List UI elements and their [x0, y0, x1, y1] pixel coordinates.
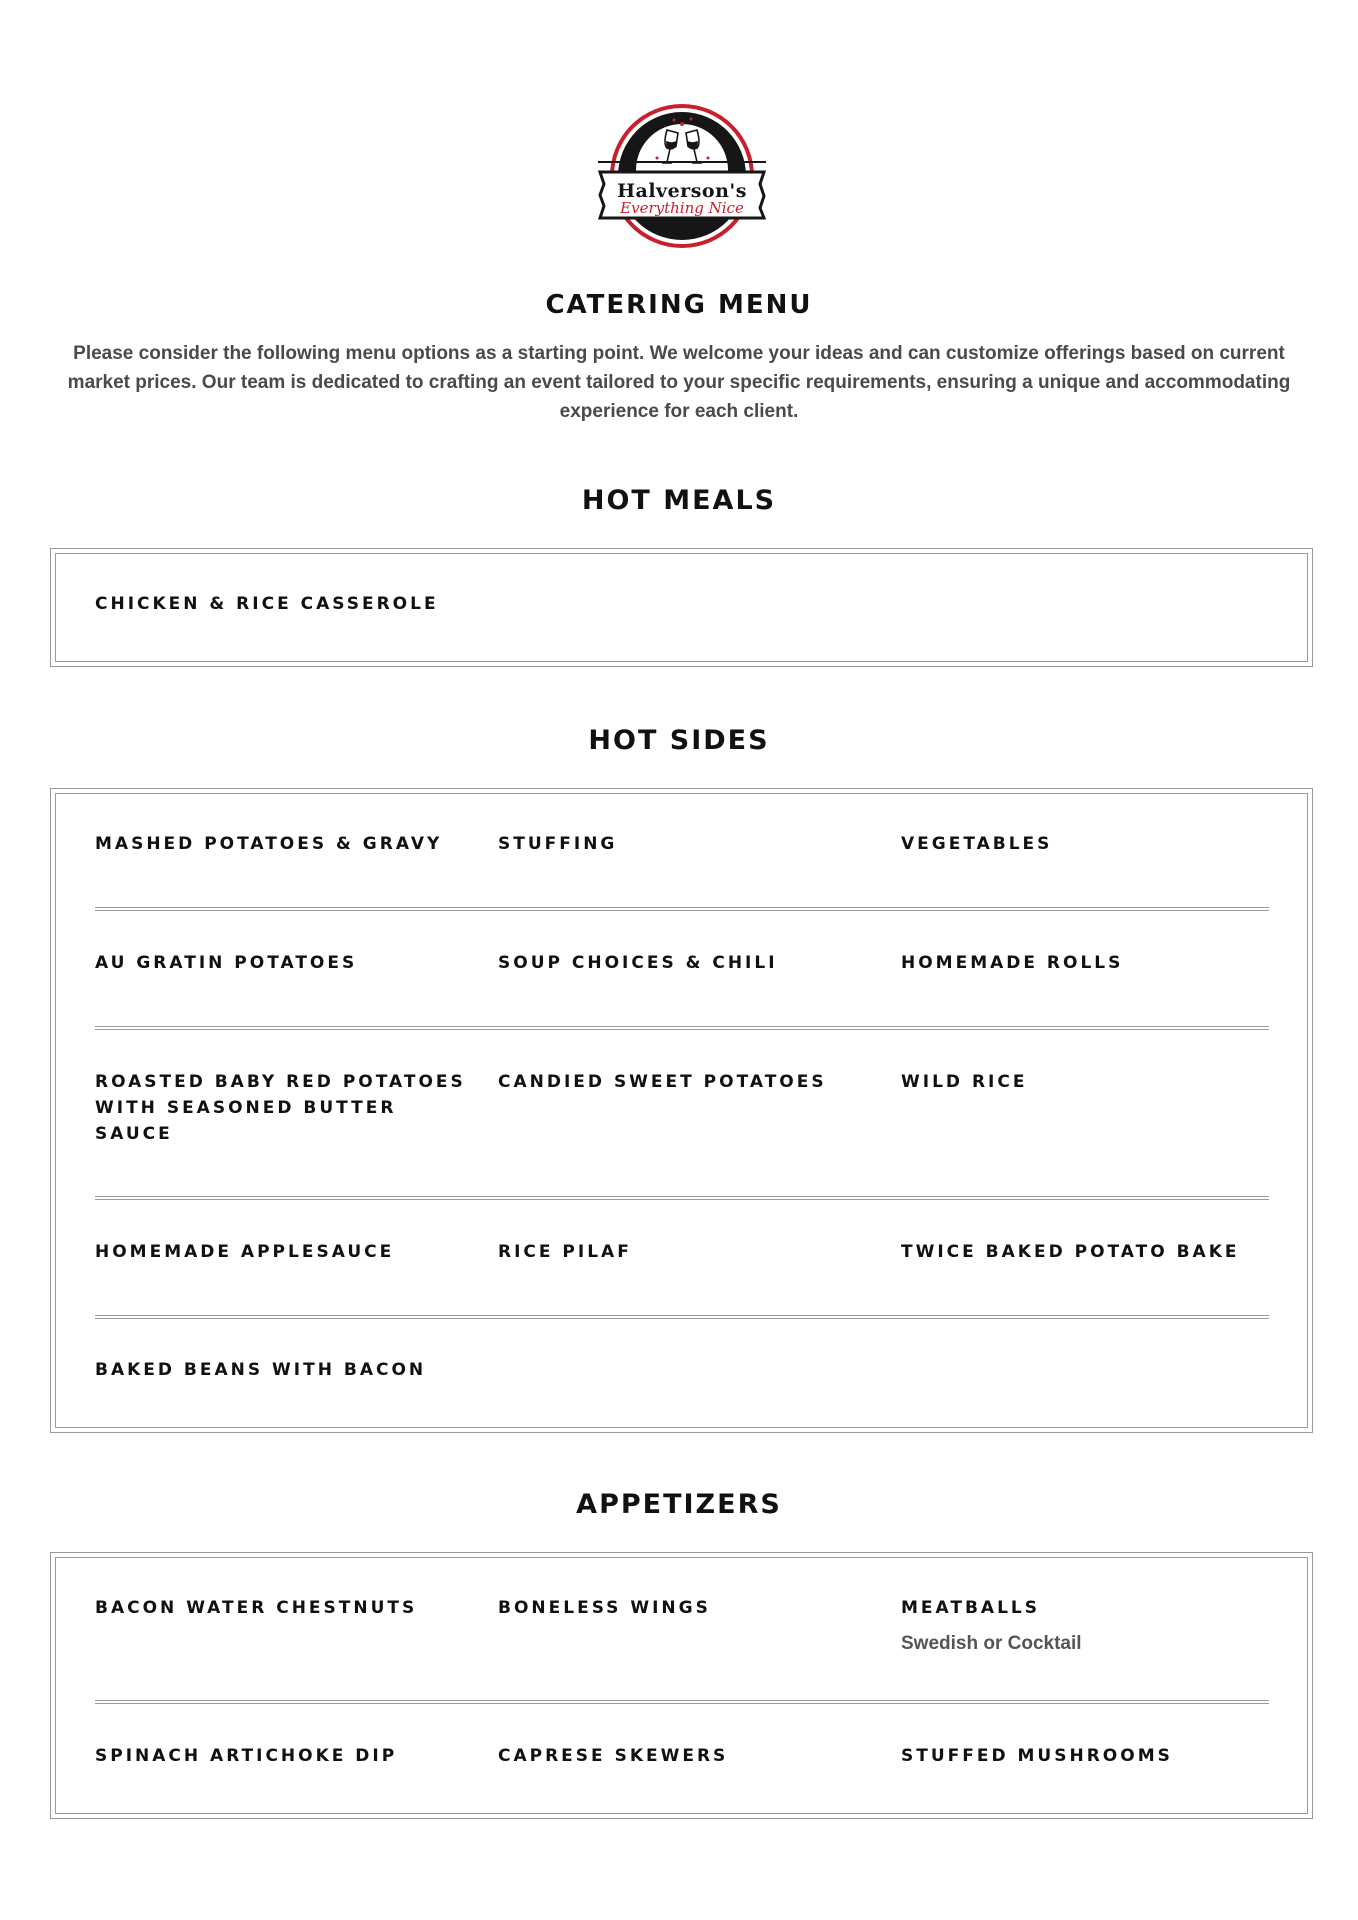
- appetizers-box: [50, 1552, 1313, 1819]
- menu-item: BAKED BEANS WITH BACON: [95, 1360, 427, 1380]
- row-divider: [95, 1700, 1269, 1704]
- menu-item: HOMEMADE APPLESAUCE: [95, 1242, 395, 1262]
- menu-item: HOMEMADE ROLLS: [901, 953, 1124, 973]
- section-title-hot-sides: HOT SIDES: [588, 725, 770, 756]
- menu-item: CAPRESE SKEWERS: [498, 1746, 729, 1766]
- section-title-appetizers: APPETIZERS: [576, 1489, 782, 1520]
- row-divider: [95, 1315, 1269, 1319]
- row-divider: [95, 1026, 1269, 1030]
- menu-item: RICE PILAF: [498, 1242, 632, 1262]
- menu-item: CHICKEN & RICE CASSEROLE: [95, 594, 439, 614]
- hot-meals-box: [50, 548, 1313, 667]
- logo-name: Halverson's: [617, 180, 747, 202]
- hot-sides-box: [50, 788, 1313, 1433]
- menu-item-note: Swedish or Cocktail: [901, 1633, 1082, 1654]
- menu-item: BACON WATER CHESTNUTS: [95, 1598, 418, 1618]
- logo-tagline: Everything Nice: [620, 199, 744, 217]
- menu-item: TWICE BAKED POTATO BAKE: [901, 1242, 1240, 1262]
- menu-item: ROASTED BABY RED POTATOES WITH SEASONED BUTTER SAUCE: [95, 1072, 466, 1144]
- menu-item: AU GRATIN POTATOES: [95, 953, 358, 973]
- section-title-hot-meals: HOT MEALS: [581, 485, 777, 516]
- intro-paragraph: Please consider the following menu options as a starting point. We welcome your ideas and can customize offerings based on current market prices. Our team is dedicated to crafting an event tailored to your specific requirements, ensuring a unique and accommodating experience for each client.: [67, 343, 1291, 422]
- menu-item: BONELESS WINGS: [498, 1598, 711, 1618]
- row-divider: [95, 1196, 1269, 1200]
- page-title: CATERING MENU: [545, 290, 813, 320]
- menu-item: VEGETABLES: [901, 834, 1053, 854]
- menu-item: WILD RICE: [901, 1072, 1028, 1092]
- menu-item-label: MEATBALLS: [901, 1598, 1040, 1618]
- menu-item: STUFFING: [498, 834, 618, 854]
- menu-item: SPINACH ARTICHOKE DIP: [95, 1746, 398, 1766]
- menu-item-meatballs: [901, 1595, 1281, 1657]
- menu-item: SOUP CHOICES & CHILI: [498, 953, 778, 973]
- menu-item: STUFFED MUSHROOMS: [901, 1746, 1173, 1766]
- row-divider: [95, 907, 1269, 911]
- menu-item: MASHED POTATOES & GRAVY: [95, 834, 443, 854]
- halversons-logo: [594, 100, 770, 252]
- menu-item: CANDIED SWEET POTATOES: [498, 1072, 827, 1092]
